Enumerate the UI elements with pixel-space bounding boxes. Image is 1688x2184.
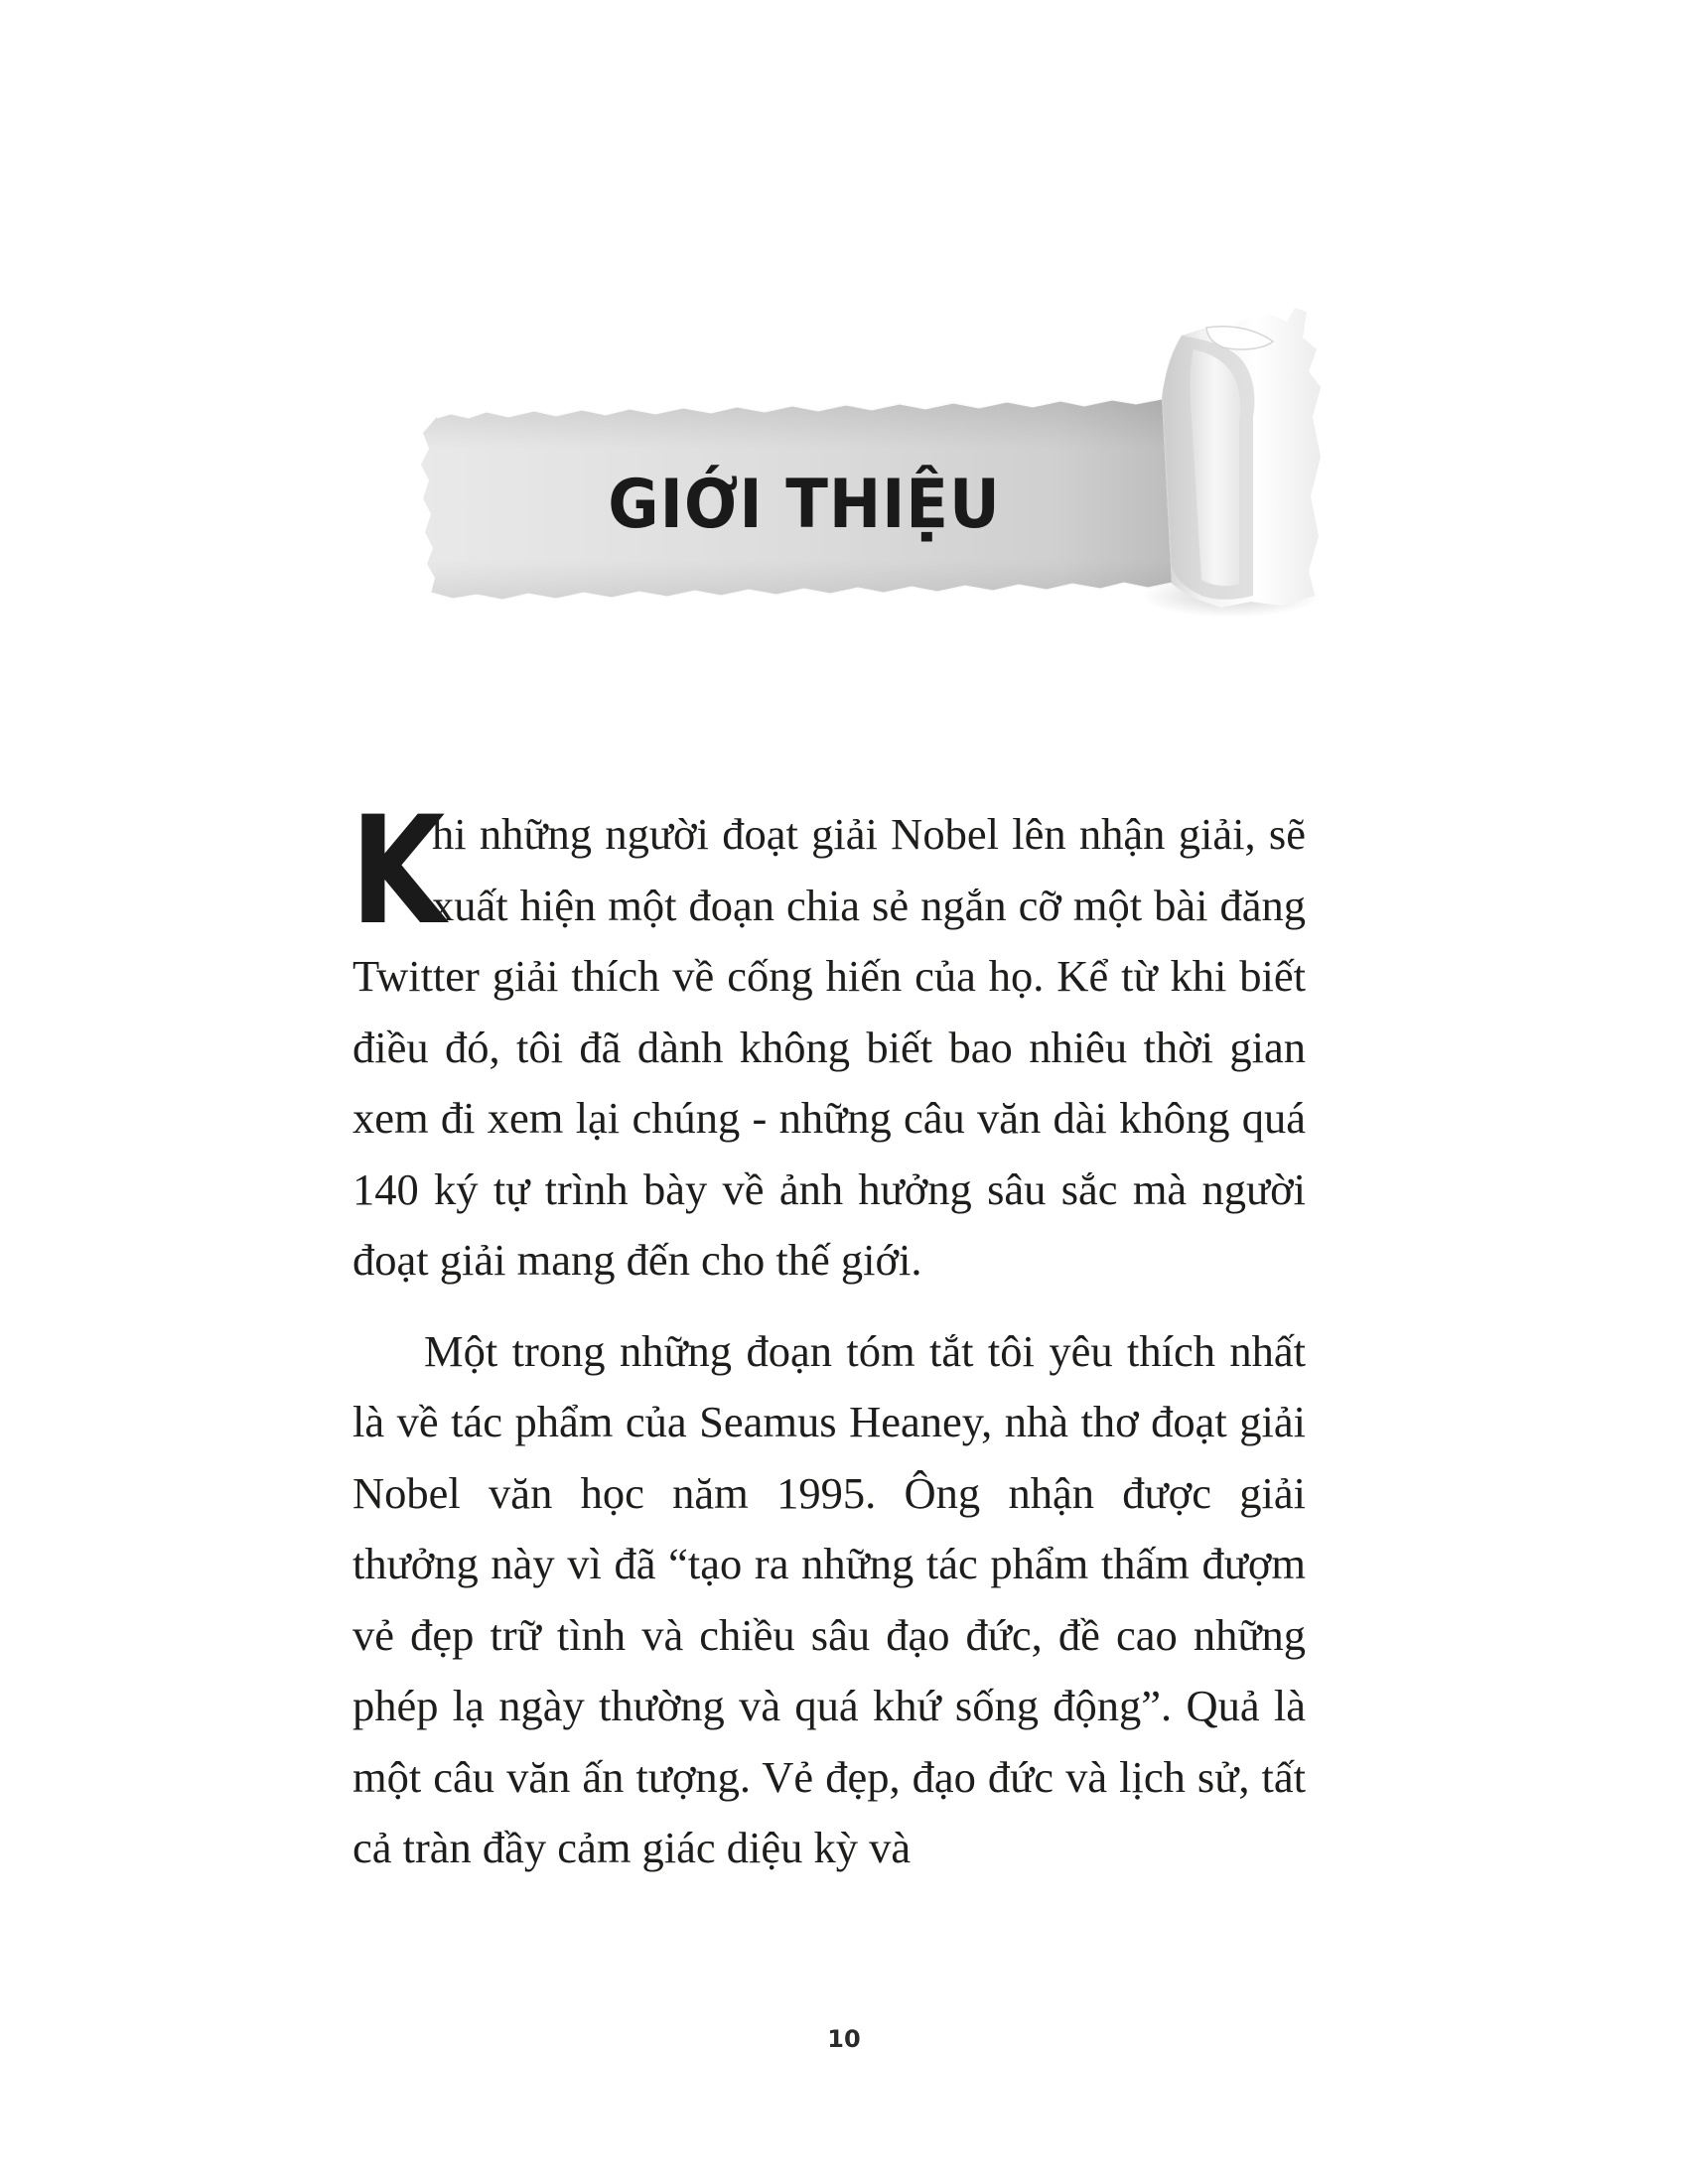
paragraph-2: Một trong những đoạn tóm tắt tôi yêu thích nhất là về tác phẩm của Seamus Heaney, nhà thơ đoạt giải Nobel văn học năm 1995. Ông nhận được giải thưởng này vì đã “tạo ra những tác phẩm thấm đượm vẻ đẹp trữ tình và chiều sâu đạo đức, đề cao những phép lạ ngày thường và quá khứ sống động”. Quả là một câu văn ấn tượng. Vẻ đẹp, đạo đức và lịch sử, tất cả tràn đầy cảm giác diệu kỳ và [352, 1325, 1306, 1872]
paragraph-1 [351, 785, 1306, 1297]
page-number: 10 [827, 2025, 861, 2053]
body-text [351, 785, 1306, 1884]
drop-cap: K [351, 785, 446, 958]
chapter-title: GIỚI THIỆU [608, 466, 1001, 544]
chapter-banner [417, 268, 1321, 625]
paragraph-1-text: hi những người đoạt giải Nobel lên nhận giải, sẽ xuất hiện một đoạn chia sẻ ngắn cỡ một bài đăng Twitter giải thích về cống hiến của họ. Kể từ khi biết điều đó, tôi đã dành không biết bao nhiêu thời gian xem đi xem lại chúng - những câu văn dài không quá 140 ký tự trình bày về ảnh hưởng sâu sắc mà người đoạt giải mang đến cho thế giới. [352, 809, 1306, 1285]
torn-paper-graphic [417, 268, 1321, 625]
